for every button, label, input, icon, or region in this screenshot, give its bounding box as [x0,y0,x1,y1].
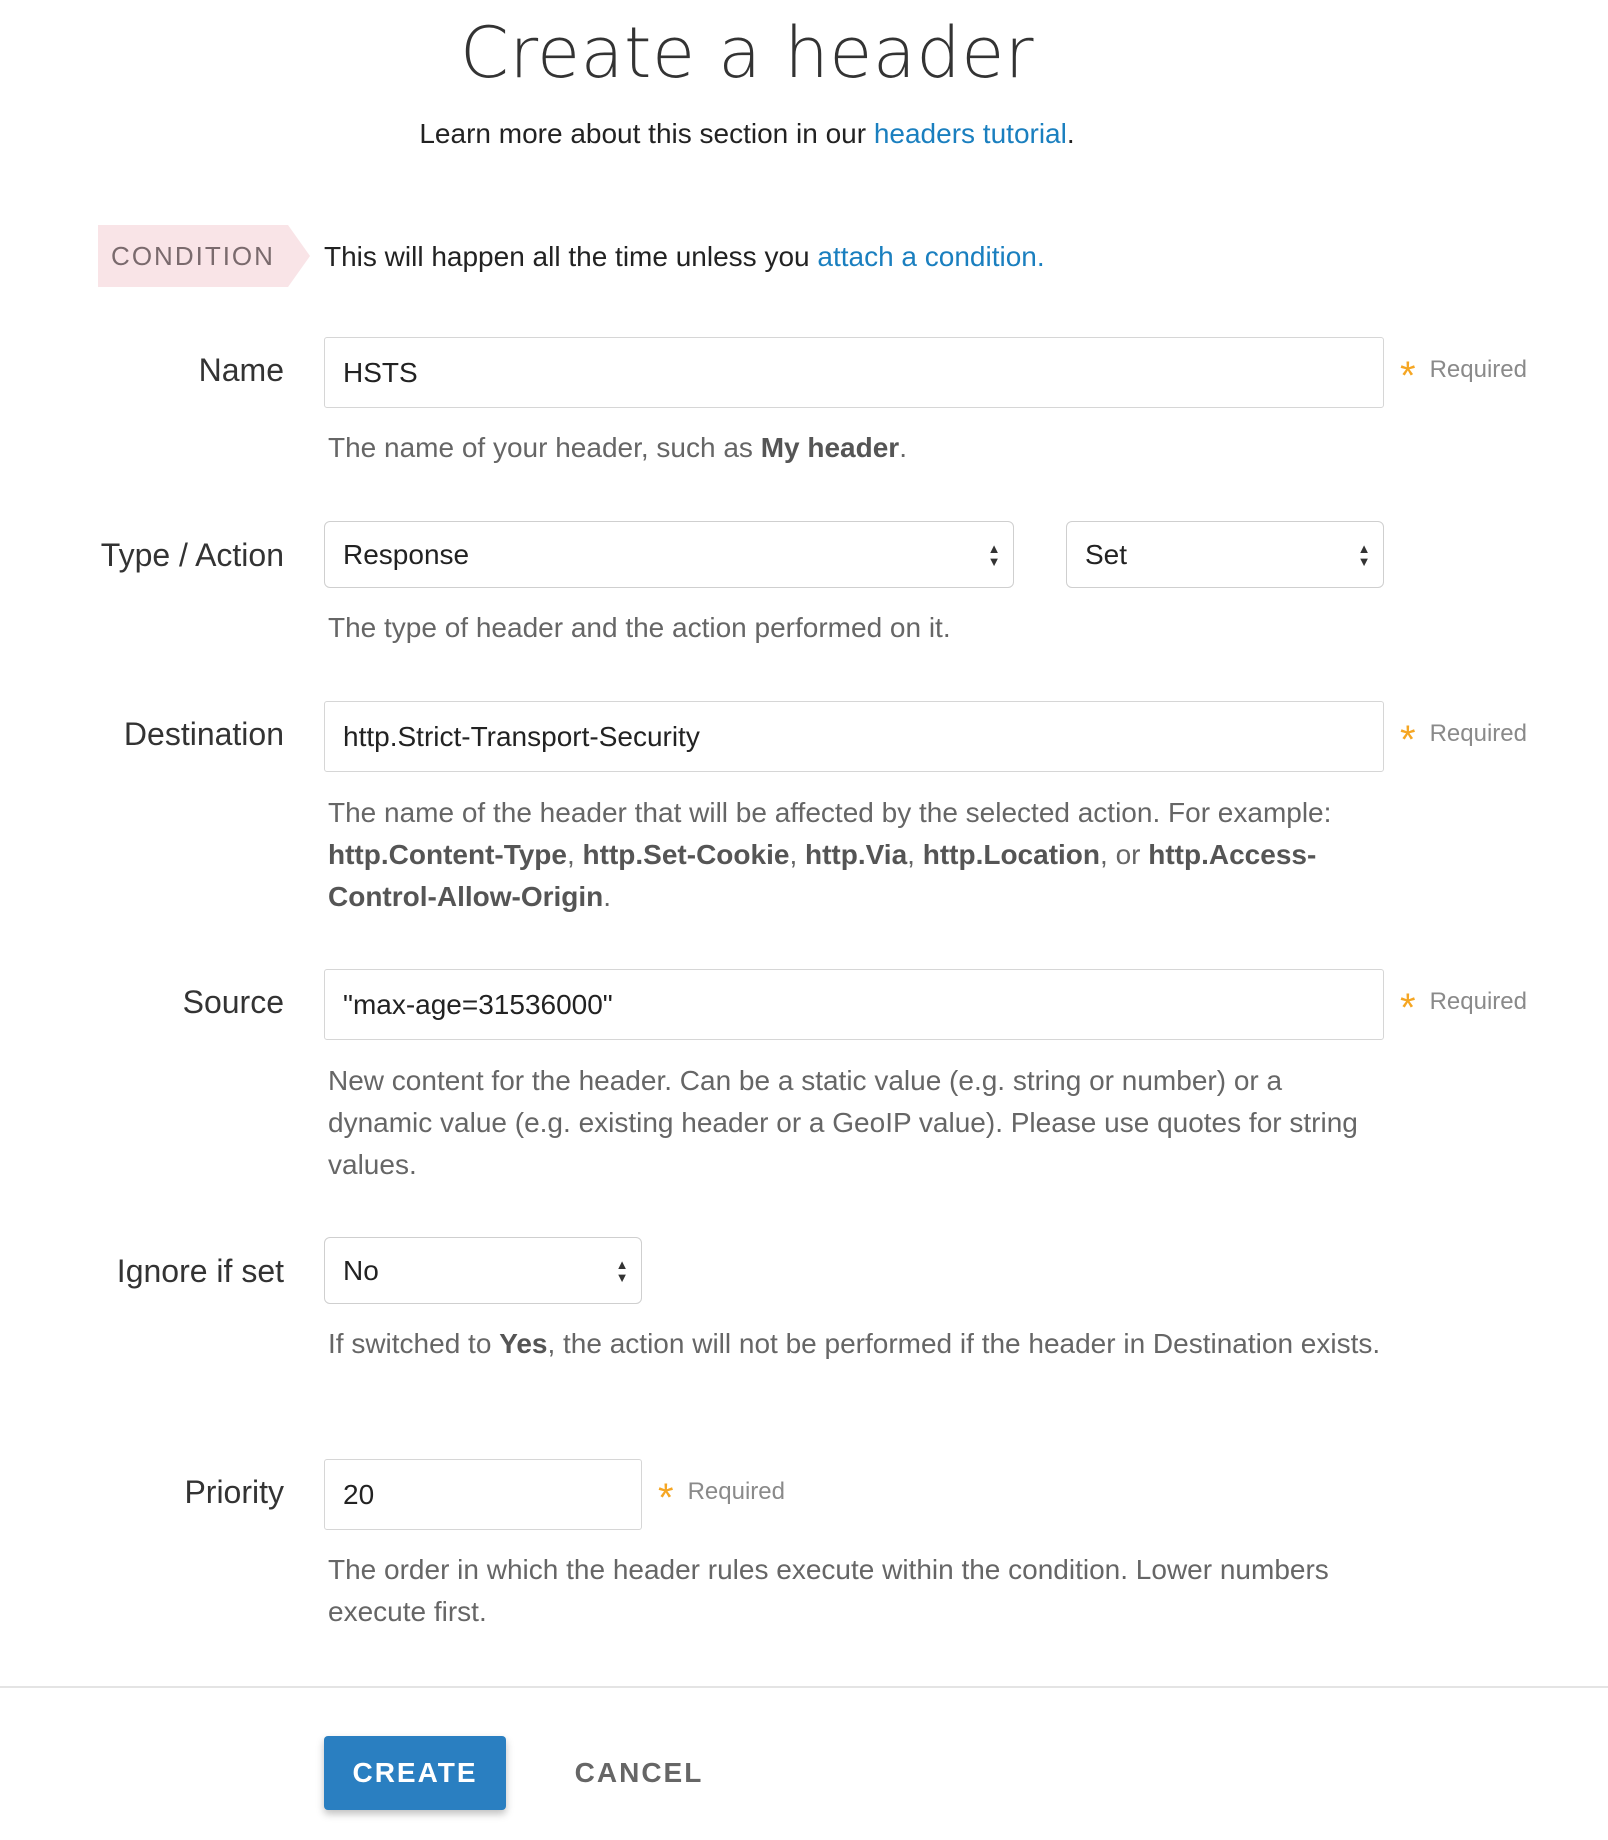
condition-text: This will happen all the time unless you attach a condition. [324,241,1045,272]
required-star-icon: * [1400,354,1416,398]
priority-input[interactable]: 20 [324,1459,642,1530]
condition-tag: CONDITION [98,225,288,287]
action-select[interactable]: Set ▲ ▼ [1066,521,1384,588]
priority-required: * Required [658,1476,785,1520]
attach-condition-link[interactable]: attach a condition. [817,241,1045,272]
destination-help: The name of the header that will be affected by the selected action. For example: http.Content-Type, http.Set-Cookie, http.Via, http.Location, or http.Access-Control-Allow-Origin. [328,797,1332,912]
type-select[interactable]: Response ▲ ▼ [324,521,1014,588]
ignore-if-set-select[interactable]: No ▲ ▼ [324,1237,642,1304]
destination-required: * Required [1400,718,1527,762]
headers-tutorial-link[interactable]: headers tutorial [873,118,1067,149]
required-star-icon: * [1400,986,1416,1030]
select-arrows-icon: ▲ ▼ [1357,540,1371,569]
name-help: The name of your header, such as My header. [328,432,907,463]
source-label: Source [182,984,284,1020]
required-star-icon: * [1400,718,1416,762]
select-arrows-icon: ▲ ▼ [615,1256,629,1285]
page-title: Create a header [459,12,1035,94]
required-star-icon: * [658,1476,674,1520]
page-subtitle: Learn more about this section in our headers tutorial. [419,118,1075,149]
cancel-button[interactable]: CANCEL [554,1736,724,1810]
ignore-if-set-help: If switched to Yes, the action will not be performed if the header in Destination exists. [328,1328,1381,1359]
name-input[interactable]: HSTS [324,337,1384,408]
name-required: * Required [1400,354,1527,398]
source-help: New content for the header. Can be a static value (e.g. string or number) or a dynamic value (e.g. existing header or a GeoIP value). Please use quotes for string values. [328,1065,1358,1180]
type-action-label: Type / Action [100,537,284,573]
source-input[interactable]: "max-age=31536000" [324,969,1384,1040]
priority-label: Priority [184,1474,284,1510]
type-action-help: The type of header and the action performed on it. [328,612,951,643]
select-arrows-icon: ▲ ▼ [987,540,1001,569]
create-button[interactable]: CREATE [324,1736,506,1810]
destination-label: Destination [123,716,284,752]
ignore-if-set-label: Ignore if set [116,1253,284,1289]
destination-input[interactable]: http.Strict-Transport-Security [324,701,1384,772]
priority-help: The order in which the header rules execute within the condition. Lower numbers execute first. [328,1554,1329,1627]
footer-divider [0,1686,1608,1688]
source-required: * Required [1400,986,1527,1030]
name-label: Name [198,352,284,388]
